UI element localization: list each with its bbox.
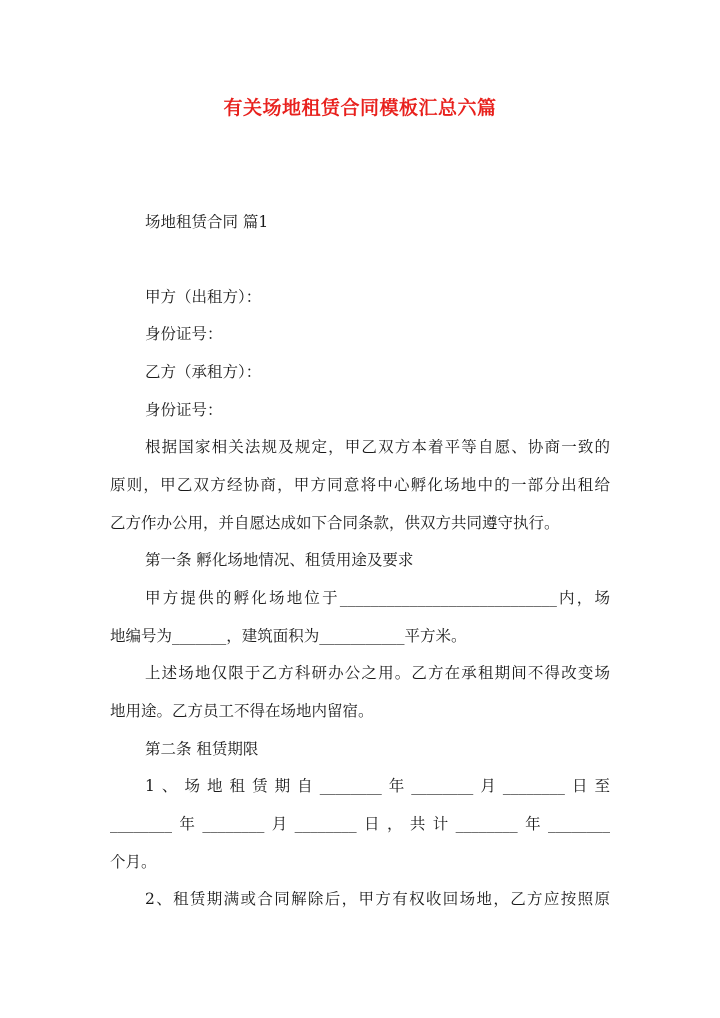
paragraph-line: 根据国家相关法规及规定，甲乙双方本着平等自愿、协商一致的 bbox=[145, 438, 610, 456]
paragraph-line: 乙方作办公用，并自愿达成如下合同条款，供双方共同遵守执行。 bbox=[110, 514, 560, 532]
article-heading: 第一条 孵化场地情况、租赁用途及要求 bbox=[145, 551, 414, 569]
party-b-id-label: 身份证号： bbox=[145, 401, 223, 419]
document-title: 有关场地租赁合同模板汇总六篇 bbox=[223, 97, 497, 119]
paragraph-line: 上述场地仅限于乙方科研办公之用。乙方在承租期间不得改变场 bbox=[145, 664, 610, 682]
paragraph-line: 地编号为_______，建筑面积为___________平方米。 bbox=[110, 627, 467, 645]
party-a-id-label: 身份证号： bbox=[145, 325, 223, 343]
paragraph-line: 1、场地租赁期自________年________月________日至 bbox=[145, 777, 610, 795]
paragraph-line: 甲方提供的孵化场地位于____________________________内，场 bbox=[145, 589, 610, 607]
paragraph-line: 个月。 bbox=[110, 853, 157, 871]
paragraph-line: 原则，甲乙双方经协商，甲方同意将中心孵化场地中的一部分出租给 bbox=[110, 476, 610, 494]
party-a-label: 甲方（出租方）： bbox=[145, 288, 262, 306]
section-heading: 场地租赁合同 篇1 bbox=[145, 213, 269, 231]
party-b-label: 乙方（承租方）： bbox=[145, 363, 262, 381]
paragraph-line: ________年________月________日，共计________年________ bbox=[110, 815, 610, 833]
paragraph-line: 2、租赁期满或合同解除后，甲方有权收回场地，乙方应按照原 bbox=[145, 890, 610, 908]
paragraph-line: 地用途。乙方员工不得在场地内留宿。 bbox=[110, 702, 374, 720]
article-heading: 第二条 租赁期限 bbox=[145, 740, 259, 758]
